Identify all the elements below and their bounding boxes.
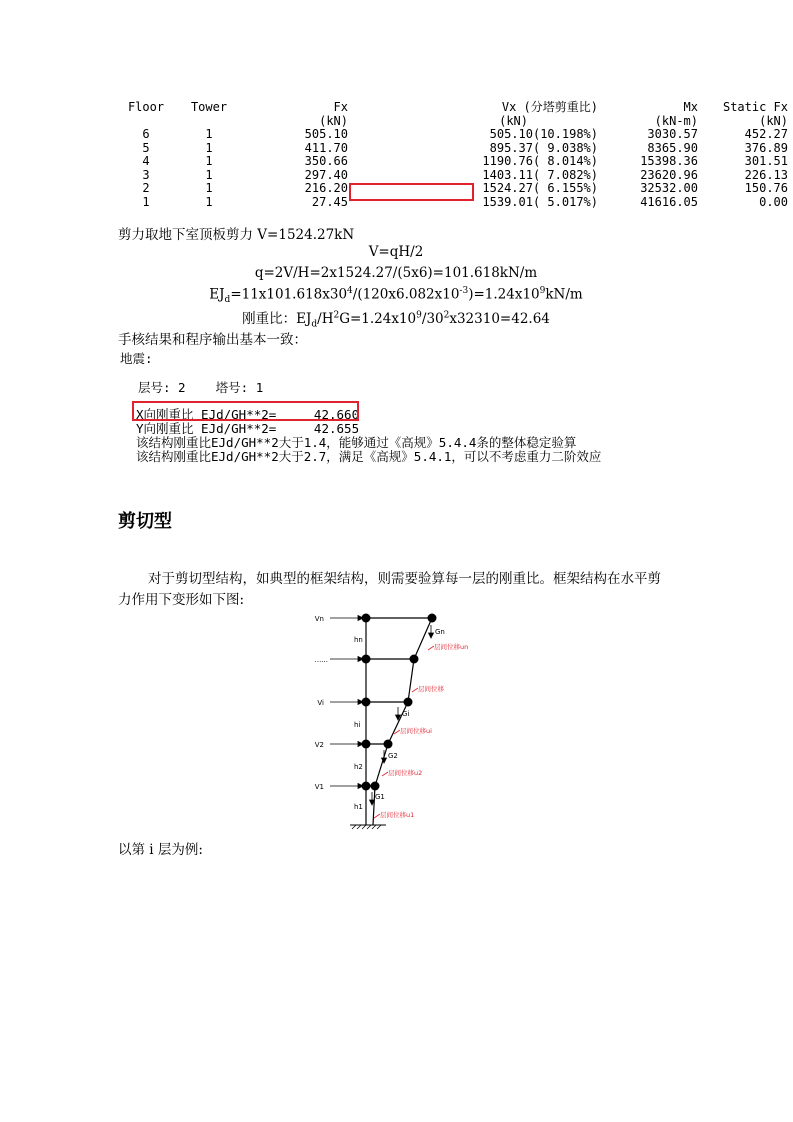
gravity-label: Gi	[402, 710, 410, 718]
header-static-fx: Static Fx	[722, 100, 788, 114]
cell: 23620.96	[640, 167, 698, 182]
cell: 1	[205, 140, 213, 155]
x-stiffness-ratio: X向刚重比 EJd/GH**2= 42.660	[136, 407, 360, 422]
cell: 301.51	[744, 154, 788, 168]
cell: 411.70	[304, 140, 348, 155]
table-row	[118, 155, 788, 169]
eq-sup: 9	[416, 310, 422, 321]
unit-fx: (kN)	[319, 113, 348, 128]
height-label: hi	[354, 721, 361, 729]
cell: 1	[205, 127, 213, 141]
eq-sup: 9	[539, 286, 546, 296]
eq-part: /(120x6.082x10	[352, 286, 460, 303]
frame-deformation-diagram	[310, 606, 510, 834]
unit-floor	[118, 115, 174, 129]
cell: 6	[142, 127, 150, 141]
drift-label: 层间位移ui	[400, 727, 432, 735]
header-floor: Floor	[127, 100, 165, 114]
load-label: V2	[314, 741, 324, 749]
shear-statement: 剪力取地下室顶板剪力 V=1524.27kN	[118, 227, 355, 243]
unit-mx: (kN-m)	[654, 113, 698, 128]
drift-label: 层间位移u2	[388, 769, 423, 777]
cell: 452.27	[744, 127, 788, 141]
eq-sup: 2	[443, 310, 450, 321]
eq-sub: d	[311, 319, 318, 330]
cell: 376.89	[744, 140, 788, 155]
cell: 216.20	[304, 181, 348, 195]
load-label: ......	[314, 656, 328, 664]
cell: 1403.11( 7.082%)	[482, 167, 598, 182]
shear-highlight-box	[349, 183, 474, 201]
eq-part: x32310=42.64	[449, 311, 550, 327]
stability-note-1: 该结构刚重比EJd/GH**2大于1.4，能够通过《高规》5.4.4条的整体稳定验算	[136, 435, 577, 450]
cell: 226.13	[744, 167, 788, 182]
height-label: h1	[354, 803, 363, 811]
eq-part: 刚重比：EJ	[242, 311, 312, 327]
section-heading: 剪切型	[118, 511, 172, 532]
eq-sup: 4	[347, 286, 353, 296]
drift-label: 层间位移un	[434, 643, 469, 651]
cell: 15398.36	[640, 154, 698, 168]
cell: 150.76	[744, 181, 788, 195]
cell: 32532.00	[640, 181, 698, 195]
y-stiffness-ratio: Y向刚重比 EJd/GH**2= 42.655	[136, 421, 360, 436]
cell: 4	[142, 154, 150, 168]
height-label: hn	[354, 636, 363, 644]
cell: 505.10(10.198%)	[489, 127, 598, 141]
unit-vx: (kN)	[499, 113, 528, 128]
cell: 3	[142, 167, 150, 182]
eq-part: kN/m	[545, 286, 583, 303]
cell: 1539.01( 5.017%)	[482, 194, 598, 209]
cell: 1	[205, 154, 213, 168]
equation-stiffness-ratio	[118, 307, 674, 330]
cell: 2	[142, 181, 150, 195]
gravity-label: Gn	[435, 628, 445, 636]
eq-part: )=1.24x10	[468, 286, 540, 303]
cell: 0.00	[759, 194, 788, 209]
header-fx: Fx	[333, 100, 348, 114]
drift-label: 层间位移u1	[380, 811, 415, 819]
cell: 1	[205, 181, 213, 195]
cell: 895.37( 9.038%)	[489, 140, 598, 155]
load-label: Vi	[317, 699, 324, 707]
cell: 1	[142, 194, 150, 209]
highlighted-shear-cell: 1524.27( 6.155%)	[482, 181, 598, 195]
table-header-row	[118, 101, 788, 115]
height-label: h2	[354, 763, 363, 771]
cell: 8365.90	[647, 140, 698, 155]
eq-part: G=1.24x10	[339, 311, 417, 327]
gravity-label: G1	[375, 793, 385, 801]
cell: 41616.05	[640, 194, 698, 209]
eq-part: /H	[317, 311, 334, 327]
cell: 505.10	[304, 127, 348, 141]
cell: 27.45	[311, 194, 348, 209]
table-row	[118, 128, 788, 142]
paragraph-line-2: 力作用下变形如下图:	[118, 592, 245, 608]
unit-static-fx: (kN)	[759, 113, 788, 128]
paragraph-line-1: 对于剪切型结构，如典型的框架结构，则需要验算每一层的刚重比。框架结构在水平剪	[148, 571, 661, 587]
table-row	[118, 142, 788, 156]
eq-sup: -3	[459, 286, 469, 296]
table-row	[118, 169, 788, 183]
header-tower: Tower	[190, 100, 228, 114]
earthquake-label: 地震:	[120, 351, 153, 366]
cell: 1190.76( 8.014%)	[482, 154, 598, 168]
cell: 1	[205, 167, 213, 182]
cell: 350.66	[304, 154, 348, 168]
ratio-highlight-box	[132, 401, 359, 421]
equation-q: q=2V/H=2x1524.27/(5x6)=101.618kN/m	[254, 265, 538, 281]
header-mx: Mx	[683, 100, 698, 114]
equation-ejd	[118, 286, 674, 305]
unit-tower	[174, 115, 244, 129]
eq-part: =11x101.618x30	[230, 286, 348, 303]
floor-tower-line: 层号: 2 塔号: 1	[138, 380, 264, 395]
gravity-label: G2	[388, 752, 398, 760]
load-label: Vn	[314, 615, 324, 623]
cell: 297.40	[304, 167, 348, 182]
cell: 3030.57	[647, 127, 698, 141]
header-vx: Vx (分塔剪重比)	[501, 100, 598, 114]
example-statement: 以第 i 层为例:	[118, 842, 203, 858]
eq-sup: 2	[333, 310, 340, 321]
stability-note-2: 该结构刚重比EJd/GH**2大于2.7，满足《高规》5.4.1，可以不考虑重力二阶效应	[136, 449, 602, 464]
load-label: V1	[314, 783, 324, 791]
check-statement: 手核结果和程序输出基本一致：	[118, 332, 307, 348]
cell: 1	[205, 194, 213, 209]
table-units-row	[118, 115, 788, 129]
cell: 5	[142, 140, 150, 155]
equation-v: V=qH/2	[368, 244, 424, 260]
eq-sub: d	[224, 295, 231, 306]
eq-part: EJ	[209, 286, 225, 303]
eq-part: /30	[421, 311, 444, 327]
drift-label: 层间位移	[418, 685, 444, 693]
